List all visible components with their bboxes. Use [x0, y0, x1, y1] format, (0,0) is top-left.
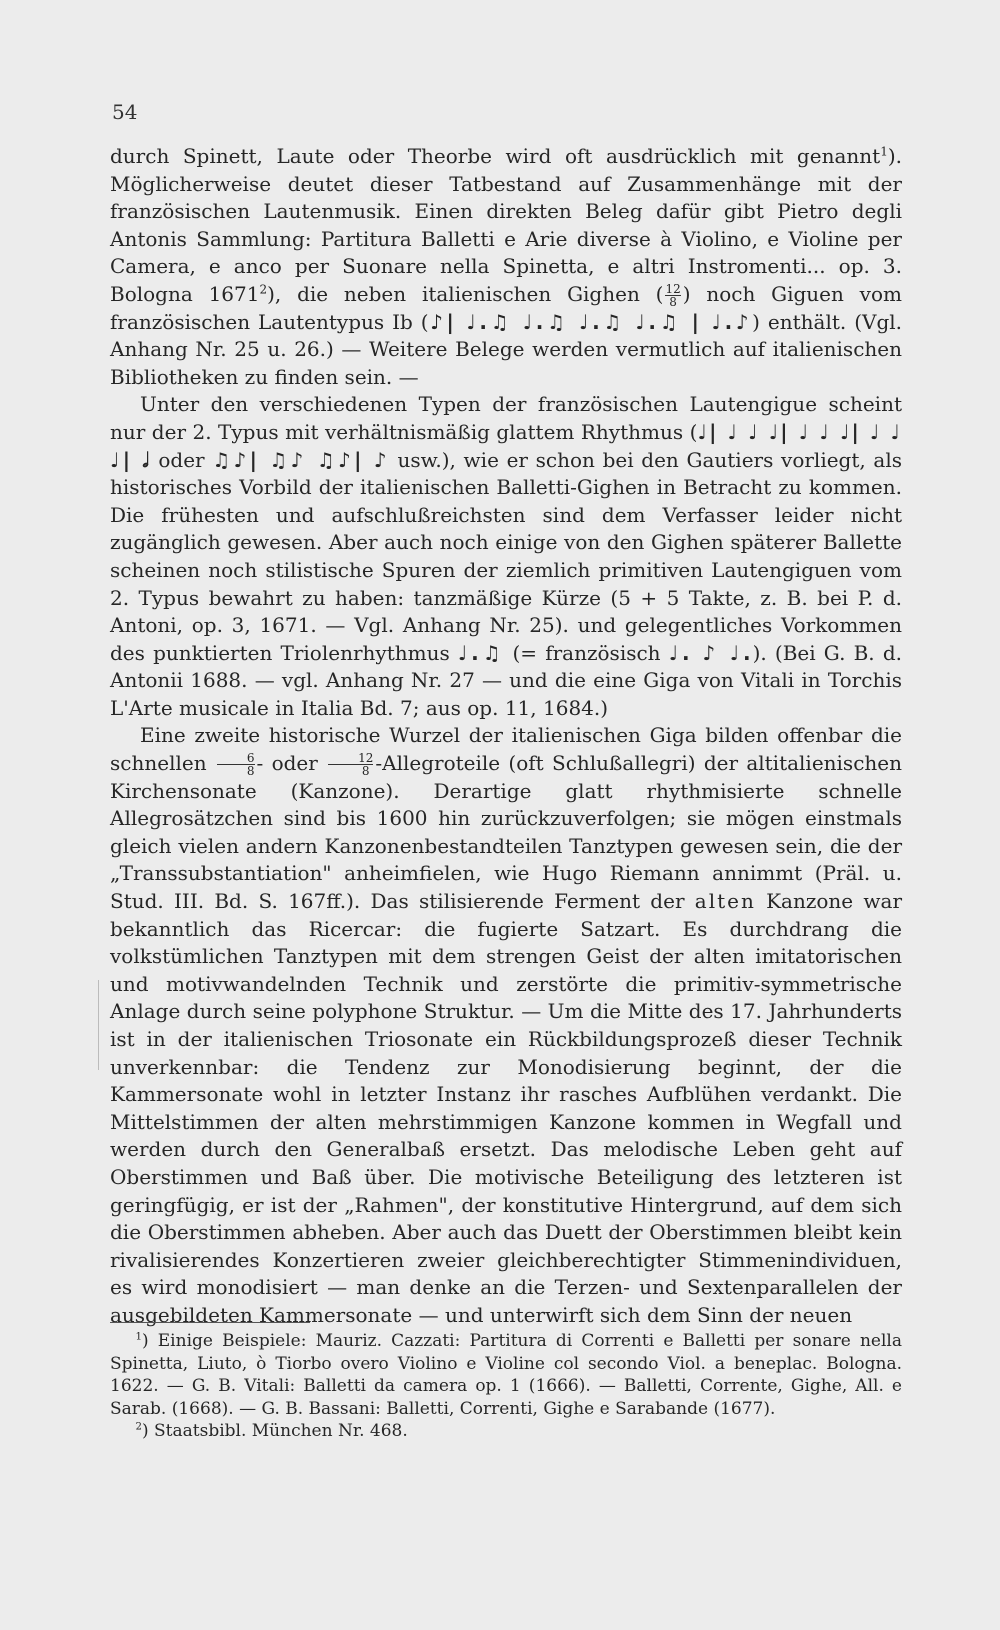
body-text	[110, 143, 902, 1330]
footnote-2: $^2$) Staatsbibl. München Nr. 468.	[135, 1421, 408, 1441]
emphasis-spaced: alten	[694, 889, 756, 914]
rhythm-notation-2: ♩| ♩ ♩ ♩| ♩ ♩ ♩| ♩ ♩ ♩| 𝅗𝅥	[110, 419, 902, 472]
footnotes	[110, 1330, 902, 1443]
paragraph-2: Unter den verschiedenen Typen der französischen Lautengigue scheint nur der 2. Typus mit verhältnismäßig glattem Rhythmus (♩| ♩ ♩ ♩| ♩ ♩ ♩| ♩ ♩ ♩| 𝅗𝅥 oder ♫♪| ♫♪ ♫♪| ♪ usw.), wie er schon bei den Gautiers vorliegt, als historisches Vorbild der italienischen Balletti-Gighen in Betracht zu kommen. Die frühesten und aufschlußreichsten sind dem Verfasser leider nicht zugänglich gewesen. Aber auch noch einige von den Gighen späterer Ballette scheinen noch stilistische Spuren der ziemlich primitiven Lautengiguen vom 2. Typus bewahrt zu haben: tanzmäßige Kürze (5 + 5 Takte, z. B. bei P. d. Antoni, op. 3, 1671. — Vgl. Anhang Nr. 25). und gelegentliches Vorkommen des punktierten Triolenrhythmus ♩.♫ (= französisch ♩. ♪ ♩.). (Bei G. B. d. Antonii 1688. — vgl. Anhang Nr. 27 — und die eine Giga von Vitali in Torchis L'Arte musicale in Italia Bd. 7; aus op. 11, 1684.)	[110, 392, 903, 720]
rhythm-notation-4: ♩.♫	[457, 640, 505, 665]
time-signature-12-8: $\frac{12}{8}$	[665, 281, 681, 309]
footnote-rule	[110, 1322, 310, 1323]
footnote-1: $^1$) Einige Beispiele: Mauriz. Cazzati: Partitura di Correnti e Balletti per sonare nella Spinetta, Liuto, ò Tiorbo overo Violino e Violine col secondo Viol. a beneplac. Bologna. 1622. — G. B. Vitali: Balletti da camera op. 1 (1666). — Balletti, Corrente, Gighe, All. e Sarab. (1668). — G. B. Bassani: Balletti, Correnti, Gighe e Sarabande (1677).	[110, 1331, 902, 1419]
margin-mark	[98, 980, 99, 1070]
rhythm-notation-5: ♩. ♪ ♩.	[668, 640, 753, 665]
rhythm-notation-1: ♪| ♩.♫ ♩.♫ ♩.♫ ♩.♫ | ♩.♪	[428, 309, 753, 334]
paragraph-1: durch Spinett, Laute oder Theorbe wird oft ausdrücklich mit genannt$^1$). Möglicherweise deutet dieser Tatbestand auf Zusammenhänge mit der französischen Lautenmusik. Einen direkten Beleg dafür gibt Pietro degli Antonis Sammlung: Partitura Balletti e Arie diverse à Violino, e Violine per Camera, e anco per Suonare nella Spinetta, e altri Instromenti... op. 3. Bologna 1671$^2$), die neben italienischen Gighen ( $\frac{12}{8}$ ) noch Giguen vom französischen Lautentypus Ib (♪| ♩.♫ ♩.♫ ♩.♫ ♩.♫ | ♩.♪) enthält. (Vgl. Anhang Nr. 25 u. 26.) — Weitere Belege werden vermutlich auf italienischen Bibliotheken zu finden sein. —	[110, 144, 903, 389]
time-signature-12-8-b: $\frac{12}{8}$	[328, 752, 373, 777]
rhythm-notation-3: ♫♪| ♫♪ ♫♪| ♪	[212, 447, 390, 472]
paragraph-3: Eine zweite historische Wurzel der italienischen Giga bilden offenbar die schnellen $\frac{6}{8}$ - oder $\frac{12}{8}$ -Allegroteile (oft Schlußallegri) der altitalienischen Kirchensonate (Kanzone). Derartige glatt rhythmisierte schnelle Allegrosätzchen sind bis 1600 hin zurückzuverfolgen; sie mögen einstmals gleich vielen andern Kanzonenbestandteilen Tanztypen gewesen sein, die der „Transsubstantiation" anheimfielen, wie Hugo Riemann annimmt (Präl. u. Stud. III. Bd. S. 167ff.). Das stilisierende Ferment der alten Kanzone war bekanntlich das Ricercar: die fugierte Satzart. Es durchdrang die volkstümlichen Tanztypen mit dem strengen Geist der alten imitatorischen und motivwandelnden Technik und zerstörte die primitiv-symmetrische Anlage durch seine polyphone Struktur. — Um die Mitte des 17. Jahrhunderts ist in der italienischen Triosonate ein Rückbildungsprozeß dieser Technik unverkennbar: die Tendenz zur Monodisierung beginnt, der die Kammersonate wohl in letzter Instanz ihr rasches Aufblühen verdankt. Die Mittelstimmen der alten mehrstimmigen Kanzone kommen in Wegfall und werden durch den Generalbaß ersetzt. Das melodische Leben geht auf Oberstimmen und Baß über. Die motivische Beteiligung des letzteren ist geringfügig, er ist der „Rahmen", der konstitutive Hintergrund, auf dem sich die Oberstimmen abheben. Aber auch das Duett der Oberstimmen bleibt kein rivalisierendes Konzertieren zweier gleichberechtigter Stimmenindividuen, es wird monodisiert — man denke an die Terzen- und Sextenparallelen der ausgebildeten Kammersonate — und unterwirft sich dem Sinn der neuen	[110, 723, 903, 1327]
time-signature-6-8: $\frac{6}{8}$	[217, 752, 255, 777]
page-number: 54	[112, 100, 138, 124]
